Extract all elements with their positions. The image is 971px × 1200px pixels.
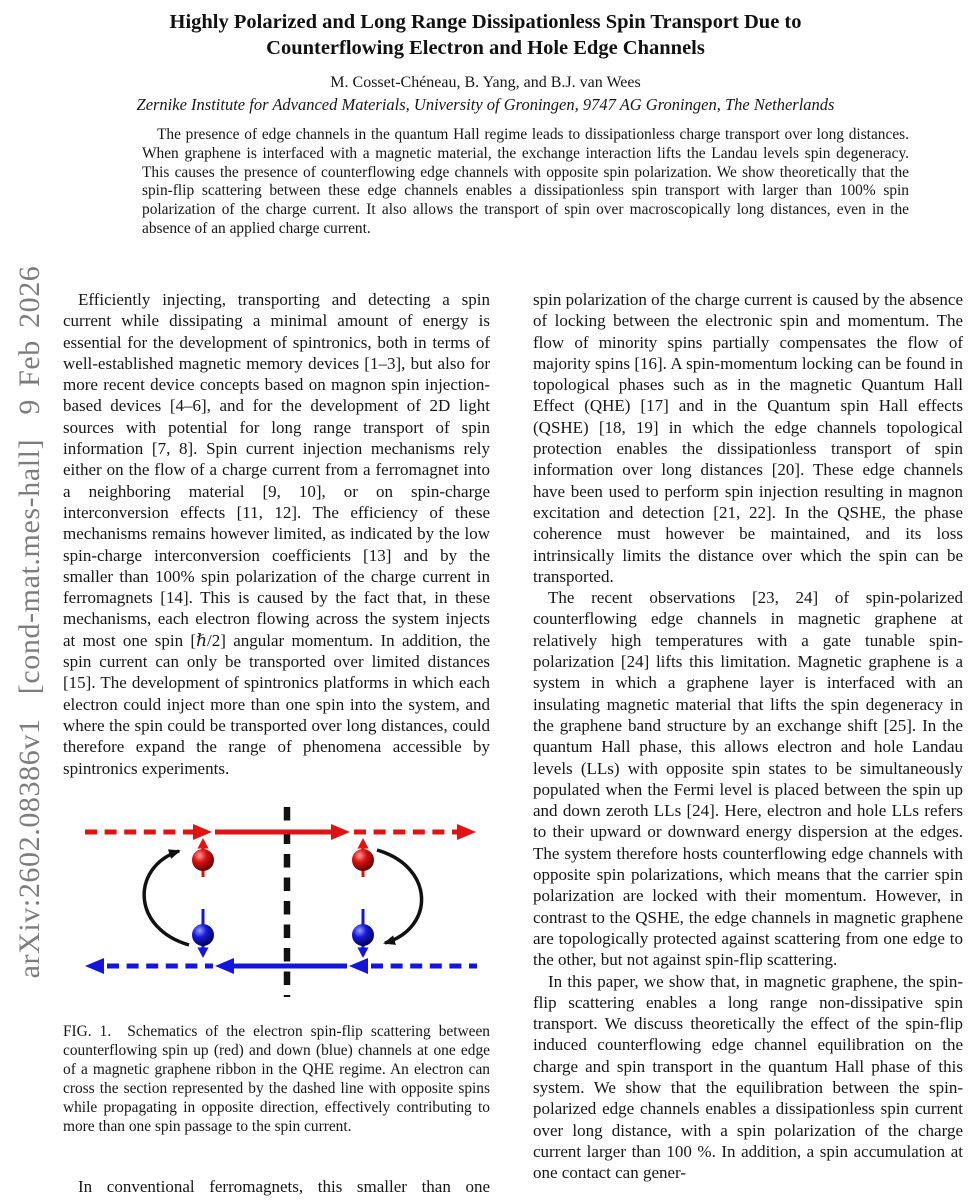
paper-title-line-2: Counterflowing Electron and Hole Edge Channels <box>266 37 705 59</box>
abstract-text: The presence of edge channels in the quantum Hall regime leads to dissipationless charge transport over long distances. When graphene is interfaced with a magnetic material, the exchange interaction lifts the Landau levels spin degeneracy. This causes the presence of counterflowing edge channels with opposite spin polarization. We show theoretically that the spin-flip scattering between these edge channels enables a dissipationless spin transport with larger than 100% spin polarization of the charge current. It also allows the transport of spin over macroscopically long distances, even in the absence of an applied charge current. <box>142 126 909 237</box>
left-paragraph-1: Efficiently injecting, transporting and detecting a spin current while dissipating a minimal amount of energy is essential for the development of spintronics, both in terms of well-established magnetic memory devices [1–3], but also for more recent device concepts based on magnon spin injection-based devices [4–6], and for the development of 2D light sources with potential for long range transport of spin information [7, 8]. Spin current injection mechanisms rely either on the flow of a charge current from a ferromagnet into a neighboring material [9, 10], or on spin-charge interconversion effects [11, 12]. The efficiency of these mechanisms remains however limited, as indicated by the low spin-charge interconversion coefficients [13] and by the smaller than 100% spin polarization of the charge current in ferromagnets [14]. This is caused by the fact that, in these mechanisms, each electron flowing across the system injects at most one spin [ℏ/2] angular momentum. In addition, the spin current can only be transported over limited distances [15]. The development of spintronics platforms in which each electron could inject more than one spin into the system, and where the spin could be transported over long distances, could therefore expand the range of phenomena accessible by spintronics experiments. <box>63 290 490 778</box>
spin-down-ball <box>192 924 214 946</box>
spin-up-ball <box>352 849 374 871</box>
spin-down-vector-arrowhead <box>198 948 209 959</box>
figure-1 <box>63 795 490 1010</box>
spin-up-arrowhead <box>193 824 212 840</box>
spin-up-arrowhead <box>331 824 350 840</box>
figure-1-schematic <box>63 795 490 1010</box>
spin-down-ball <box>352 924 374 946</box>
paper-affiliation: Zernike Institute for Advanced Materials, University of Groningen, 9747 AG Groningen, The Netherlands <box>136 95 835 114</box>
spin-up-ball <box>192 849 214 871</box>
spin-down-arrowhead <box>215 958 234 974</box>
right-paragraph-1: spin polarization of the charge current is caused by the absence of locking between the electronic spin and momentum. The flow of minority spins partially compensates the flow of majority spins [16]. A spin-momentum locking can be found in topological phases such as in the magnetic Quantum Hall Effect (QHE) [17] and in the Quantum spin Hall effects (QSHE) [18, 19] in which the edge channels topological protection enables the dissipationless transport of spin information over long distances [20]. These edge channels have been used to perform spin injection resulting in magnon excitation and detection [21, 22]. In the QSHE, the phase coherence must however be maintained, and its loss intrinsically limits the distance over which the spin can be transported. <box>533 290 963 586</box>
right-column <box>533 289 963 1183</box>
paper-title-line-1: Highly Polarized and Long Range Dissipationless Spin Transport Due to <box>169 11 802 33</box>
paper-authors: M. Cosset-Chéneau, B. Yang, and B.J. van Wees <box>330 74 641 91</box>
spin-down-electron-right <box>352 909 374 958</box>
arxiv-watermark: arXiv:2602.08386v1 [cond-mat.mes-hall] 9 Feb 2026 <box>13 265 46 979</box>
spin-down-electron-left <box>192 909 214 958</box>
spin-down-channel-arrow <box>85 958 477 974</box>
spin-down-arrowhead <box>85 958 104 974</box>
paper-header <box>0 9 971 115</box>
spin-flip-arrow-left <box>144 851 189 945</box>
right-paragraph-3: In this paper, we show that, in magnetic graphene, the spin-flip scattering enables a long range non-dissipative spin transport. We discuss theoretically the effect of the spin-flip induced counterflowing edge channel equilibration on the charge and spin transport in the quantum Hall phase of this system. We show that the equilibration between the spin-polarized edge channels enables a dissipationless spin current over long distance, with a spin polarization of the charge current larger than 100 %. In addition, a spin accumulation at one contact can gener- <box>533 971 963 1183</box>
figure-1-caption-label: FIG. 1. <box>63 1023 112 1040</box>
spin-down-vector-arrowhead <box>358 948 369 959</box>
figure-1-caption-text: Schematics of the electron spin-flip scattering between counterflowing spin up (red) and down (blue) channels at one edge of a magnetic graphene ribbon in the QHE regime. An electron can cross the section represented by the dashed line with opposite spins while propagating in opposite direction, effectively contributing to more than one spin passage to the spin current. <box>63 1023 490 1135</box>
spin-flip-arrow-right <box>377 850 422 943</box>
right-paragraph-2: The recent observations [23, 24] of spin-polarized counterflowing edge channels in magnetic graphene at relatively high temperatures with a gate tunable spin-polarization [24] lifts this limitation. Magnetic graphene is a system in which a graphene layer is interfaced with an insulating magnetic material that lifts the spin degeneracy in the graphene band structure by an exchange shift [25]. In the quantum Hall phase, this allows electron and hole Landau levels (LLs) with opposite spin states to be simultaneously populated when the Fermi level is placed between the spin up and down zeroth LLs [24]. Here, electron and hole LLs refers to their upward or downward energy dispersion at the edges. The system therefore hosts counterflowing edge channels with opposite spin polarizations, which means that the carrier spin polarization are locked with their momentum. However, in contrast to the QSHE, the edge channels in magnetic graphene are topologically protected against scattering from one edge to the other, but not against spin-flip scattering. <box>533 588 963 970</box>
spin-up-channel-arrow <box>85 824 476 840</box>
left-column <box>63 289 490 779</box>
spin-up-vector-arrowhead <box>358 838 369 849</box>
spin-up-electron-left <box>192 838 214 877</box>
spin-down-arrowhead <box>349 958 368 974</box>
left-paragraph-2-first-line: In conventional ferromagnets, this smaller than one <box>78 1177 490 1196</box>
spin-up-vector-arrowhead <box>198 838 209 849</box>
figure-1-caption <box>63 1022 490 1136</box>
spin-up-arrowhead <box>457 824 476 840</box>
spin-up-electron-right <box>352 838 374 877</box>
